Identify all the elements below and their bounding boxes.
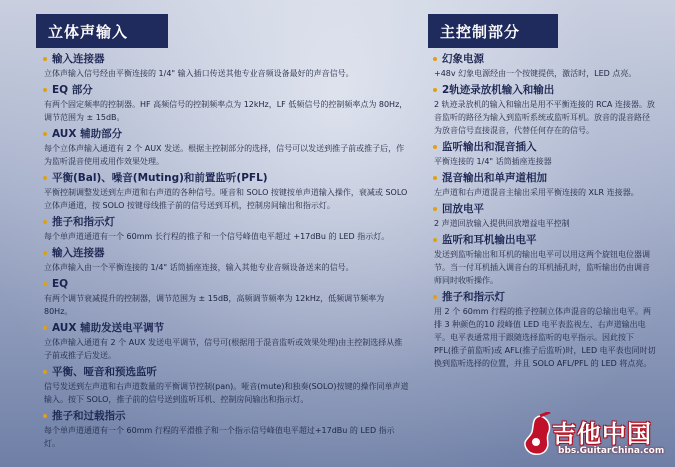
logo-url: bbs.GuitarChina.com	[558, 446, 665, 456]
section-body: 2 声道回放输入提供回放增益电平控制	[434, 219, 570, 228]
section-body: 平衡控制调整发送到左声道和右声道的各种信号。哑音和 SOLO 按键按单声道输入操作，衰减或 SOLO 立体声通道，按 SOLO 按键母线推子前的信号送到耳机，控制房间输出和指示灯。	[44, 188, 408, 210]
section-title-text: 幻象电源	[442, 53, 484, 65]
section-title-text: 推子和指示灯	[52, 216, 115, 228]
section-body: 有两个调节衰减提升的控制器，调节范围为 ± 15dB，高频调节频率为 12kHz，低频调节频率为 80Hz。	[44, 294, 385, 316]
section-body: 发送到监听输出和耳机的输出电平可以用这两个旋钮电位器调节。当一付耳机插入调音台的耳机插孔时，监听输出仍由调音师同时收听操作。	[434, 250, 650, 285]
guitar-logo-icon	[520, 412, 556, 456]
section-body: 立体声输入通道有 2 个 AUX 发送电平调节，信号可(根据用于混音监听或效果处理)由主控制选择从推子前或推子后发送。	[44, 338, 403, 360]
bullet-icon	[433, 57, 437, 61]
section-body: +48v 幻象电源经由一个按键提供，激活时，LED 点亮。	[434, 69, 637, 78]
section-body: 每个单声道通道有一个 60mm 行程的平滑推子和一个指示信号峰值电平超过+17dBu 的 LED 指示灯。	[44, 426, 395, 448]
bullet-icon	[433, 176, 437, 180]
section-title	[40, 127, 410, 141]
section-body: 每个单声道通道有一个 60mm 长行程的推子和一个信号峰值电平超过 +17dBu 的 LED 指示灯。	[44, 232, 390, 241]
spec-section	[40, 215, 410, 243]
bullet-icon	[43, 326, 47, 330]
section-title-text: 监听输出和混音插入	[442, 141, 537, 153]
spec-section	[430, 233, 656, 287]
logo-text: 吉他中国	[552, 420, 652, 448]
section-title-text: 2轨迹录放机输入和输出	[442, 84, 555, 96]
section-title	[430, 233, 656, 247]
section-title-text: 监听和耳机输出电平	[442, 234, 537, 246]
spec-section	[40, 52, 410, 80]
section-title	[430, 171, 656, 185]
section-body: 用 2 个 60mm 行程的推子控制立体声混音的总输出电平。两排 3 种颜色的10 段峰值 LED 电平表监视左、右声道输出电平。电平表通常用于跟随选择监听的电平指示。因此按下 PFL(推子前监听)或 AFL(推子后监听)时，LED 电平表也同时切换到监听选择的位置，并且 SOLO AFL/PFL 的 LED 将点亮。	[434, 307, 656, 368]
section-title-text: 输入连接器	[52, 53, 105, 65]
spec-section	[40, 127, 410, 168]
spec-section	[40, 365, 410, 406]
bullet-icon	[43, 220, 47, 224]
section-title-text: 混音输出和单声道相加	[442, 172, 547, 184]
section-title-text: 推子和指示灯	[442, 291, 505, 303]
section-title-text: 平衡(Bal)、噪音(Muting)和前置监听(PFL)	[52, 172, 268, 184]
section-body: 每个立体声输入通道有 2 个 AUX 发送。根据主控制部分的选择，信号可以发送到推子前或推子后，作为监听混音使用或用作效果处理。	[44, 144, 405, 166]
section-title	[40, 321, 410, 335]
spec-section	[430, 202, 656, 230]
section-title	[40, 171, 410, 185]
section-title-text: 平衡、哑音和预选监听	[52, 366, 157, 378]
section-title-text: AUX 辅助部分	[52, 128, 123, 140]
section-body: 平衡连接的 1/4" 话筒插座连接器	[434, 157, 552, 166]
section-title	[430, 83, 656, 97]
bullet-icon	[43, 282, 47, 286]
watermark-logo	[520, 412, 670, 464]
bullet-icon	[43, 370, 47, 374]
spec-section	[40, 409, 410, 450]
spec-section	[40, 171, 410, 212]
spec-section	[40, 83, 410, 124]
section-title	[430, 202, 656, 216]
section-body: 2 轨迹录放机的输入和输出是用不平衡连接的 RCA 连接器。放音监听的路径为输入到监听系统或监听耳机。放音的混音路径为放音信号直接混音，代替任何存在的信号。	[434, 100, 655, 135]
section-title-text: 回放电平	[442, 203, 484, 215]
bullet-icon	[43, 414, 47, 418]
spec-section	[430, 52, 656, 80]
section-title	[40, 52, 410, 66]
spec-section	[430, 171, 656, 199]
section-title	[40, 277, 410, 291]
bullet-icon	[433, 207, 437, 211]
bullet-icon	[43, 57, 47, 61]
bullet-icon	[43, 176, 47, 180]
section-body: 立体声输入信号经由平衡连接的 1/4" 输入插口传送其他专业音频设备最好的声音信号。	[44, 69, 354, 78]
bullet-icon	[433, 88, 437, 92]
section-title	[430, 290, 656, 304]
section-title-text: EQ 部分	[52, 84, 93, 96]
section-title-text: 推子和过载指示	[52, 410, 126, 422]
section-body: 信号发送到左声道和右声道数量的平衡调节控制(pan)。哑音(mute)和独奏(SOLO)按键的操作同单声道输入。按下 SOLO，推子前的信号送到监听耳机、控制房间输出和指示灯。	[44, 382, 409, 404]
section-title	[40, 246, 410, 260]
bullet-icon	[433, 238, 437, 242]
section-title	[430, 140, 656, 154]
section-body: 立体声输入由一个平衡连接的 1/4" 话筒插座连接，输入其他专业音频设备送来的信号。	[44, 263, 354, 272]
spec-section	[40, 321, 410, 362]
spec-section	[40, 246, 410, 274]
section-title-text: 输入连接器	[52, 247, 105, 259]
spec-section	[40, 277, 410, 318]
section-body: 有两个固定频率的控制器。HF 高频信号的控制频率点为 12kHz，LF 低频信号的控制频率点为 80Hz，调节范围为 ± 15dB。	[44, 100, 408, 122]
section-body: 左声道和右声道混音主输出采用平衡连接的 XLR 连接器。	[434, 188, 639, 197]
bullet-icon	[43, 251, 47, 255]
bullet-icon	[433, 145, 437, 149]
bullet-icon	[43, 88, 47, 92]
right-section-header: 主控制部分	[428, 14, 558, 48]
left-column	[40, 52, 410, 453]
section-title-text: AUX 辅助发送电平调节	[52, 322, 165, 334]
right-column	[430, 52, 656, 373]
section-title-text: EQ	[52, 278, 69, 290]
section-title	[430, 52, 656, 66]
spec-section	[430, 290, 656, 370]
section-title	[40, 409, 410, 423]
left-section-header: 立体声输入	[36, 14, 168, 48]
section-title	[40, 365, 410, 379]
spec-section	[430, 83, 656, 137]
bullet-icon	[433, 295, 437, 299]
section-title	[40, 215, 410, 229]
bullet-icon	[43, 132, 47, 136]
spec-section	[430, 140, 656, 168]
section-title	[40, 83, 410, 97]
